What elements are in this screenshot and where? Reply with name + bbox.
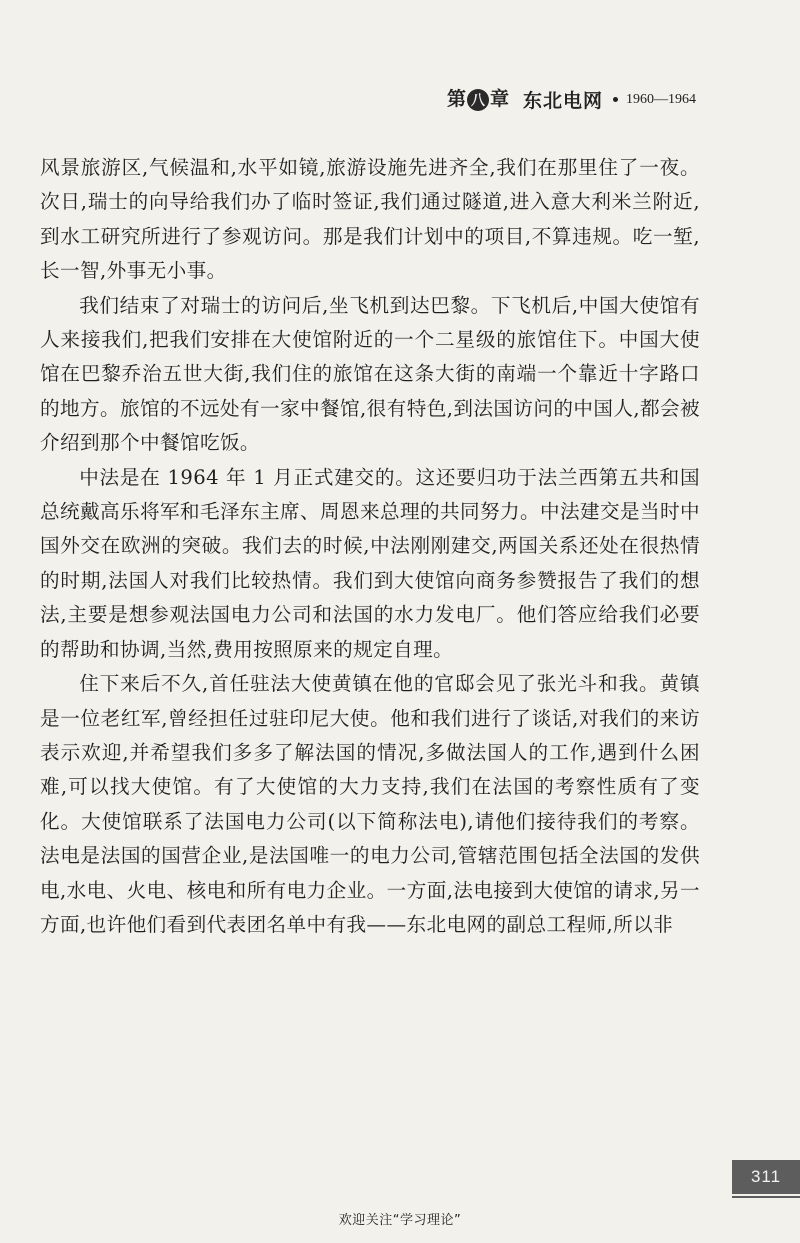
chapter-number: 八: [467, 89, 489, 111]
chapter-prefix: 第: [446, 88, 466, 110]
footer-note: 欢迎关注“学习理论”: [338, 1213, 462, 1228]
chapter-title: 东北电网: [522, 90, 603, 112]
chapter-years: 1960—1964: [626, 91, 696, 107]
paragraph-2: 我们结束了对瑞士的访问后,坐飞机到达巴黎。下飞机后,中国大使馆有人来接我们,把我们安排在大使馆附近的一个二星级的旅馆住下。中国大使馆在巴黎乔治五世大街,我们住的旅馆在这条大街的南端一个靠近十字路口的地方。旅馆的不远处有一家中餐馆,很有特色,到法国访问的中国人,都会被介绍到那个中餐馆吃饭。: [40, 293, 700, 455]
page-number: 311: [732, 1160, 800, 1194]
paragraph-1: 风景旅游区,气候温和,水平如镜,旅游设施先进齐全,我们在那里住了一夜。次日,瑞士的向导给我们办了临时签证,我们通过隧道,进入意大利米兰附近,到水工研究所进行了参观访问。那是我们计划中的项目,不算违规。吃一堑,长一智,外事无小事。: [40, 156, 700, 283]
header-separator-dot: [613, 97, 618, 102]
page-number-underline: [732, 1196, 800, 1198]
chapter-badge: [447, 89, 509, 111]
body-text: [40, 151, 700, 942]
paragraph-3: 中法是在 1964 年 1 月正式建交的。这还要归功于法兰西第五共和国总统戴高乐将军和毛泽东主席、周恩来总理的共同努力。中法建交是当时中国外交在欧洲的突破。我们去的时候,中法刚刚建交,两国关系还处在很热情的时期,法国人对我们比较热情。我们到大使馆向商务参赞报告了我们的想法,主要是想参观法国电力公司和法国的水力发电厂。他们答应给我们必要的帮助和协调,当然,费用按照原来的规定自理。: [40, 465, 700, 661]
paragraph-4: 住下来后不久,首任驻法大使黄镇在他的官邸会见了张光斗和我。黄镇是一位老红军,曾经担任过驻印尼大使。他和我们进行了谈话,对我们的来访表示欢迎,并希望我们多多了解法国的情况,多做法国人的工作,遇到什么困难,可以找大使馆。有了大使馆的大力支持,我们在法国的考察性质有了变化。大使馆联系了法国电力公司(以下简称法电),请他们接待我们的考察。法电是法国的国营企业,是法国唯一的电力公司,管辖范围包括全法国的发供电,水电、火电、核电和所有电力企业。一方面,法电接到大使馆的请求,另一方面,也许他们看到代表团名单中有我——东北电网的副总工程师,所以非: [40, 672, 700, 936]
chapter-suffix: 章: [489, 88, 509, 110]
running-header: [447, 86, 696, 113]
